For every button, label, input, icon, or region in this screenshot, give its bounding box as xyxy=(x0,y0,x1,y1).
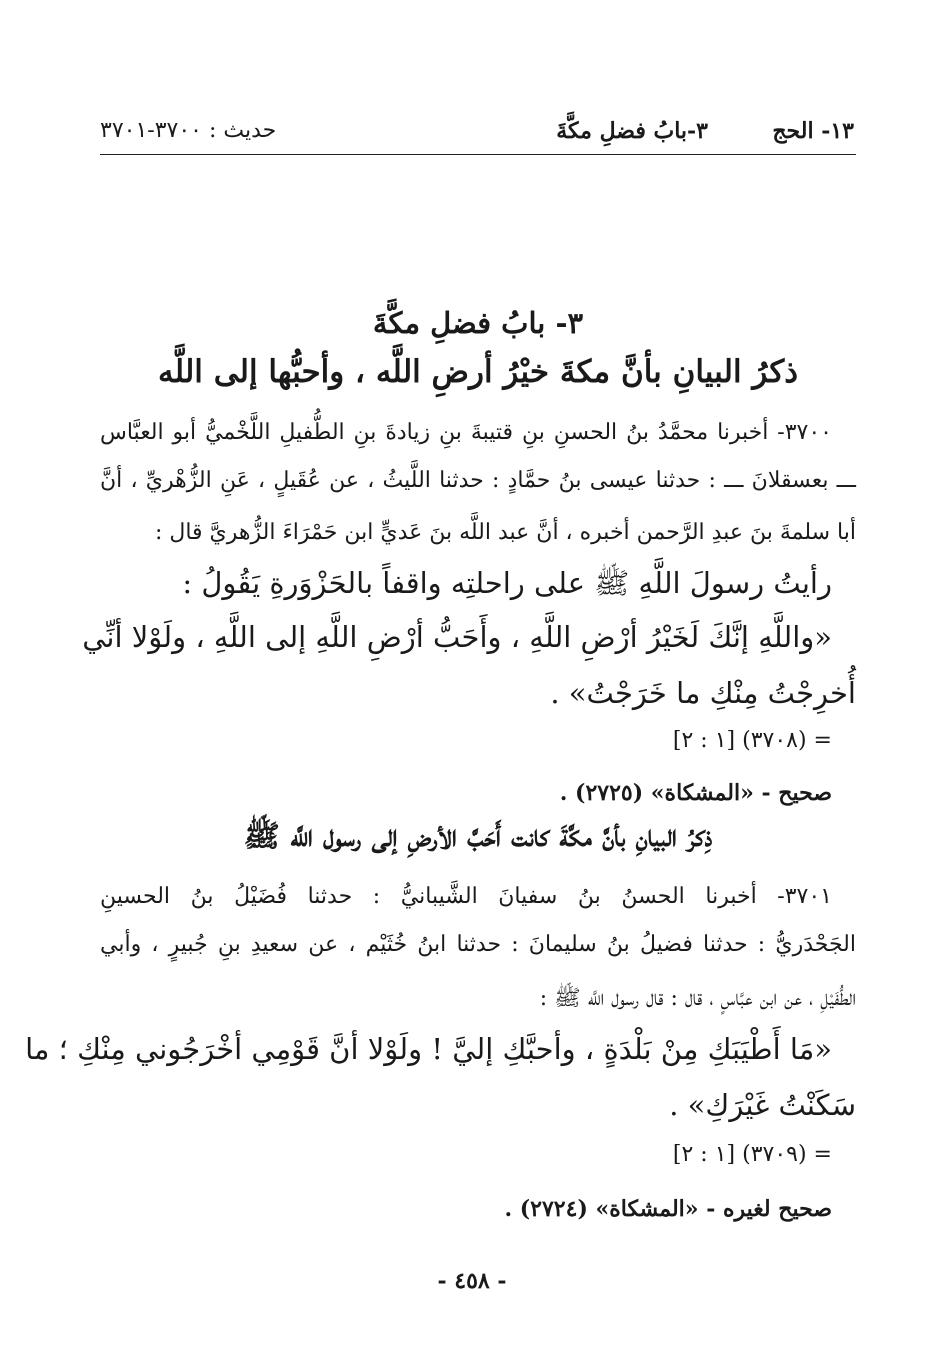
hadith-text-line: ـــ بعسقلانَ ـــ : حدثنا عيسى بنُ حمَّادٍ : حدثنا اللَّيثُ ، عن عُقَيلٍ ، عَنِ الزُّهْريِّ ، أنَّ xyxy=(100,468,856,493)
hadith-text-line: الجَحْدَريُّ : حدثنا فضيلُ بنُ سليمانَ : حدثنا ابنُ خُثَيْم ، عن سعيدِ بنِ جُبيرٍ ، وأبي xyxy=(100,932,856,957)
hadith-text-line: أبا سلمةَ بنَ عبدِ الرَّحمن أخبره ، أنَّ عبد اللَّه بنَ عَديٍّ ابن حَمْرَاءَ الزُّهريَّ قال : xyxy=(154,520,856,545)
section-heading: ذكرُ البيانِ بأنَّ مكةَ خيْرُ أرضِ اللَّه ، وأحبُّها إلى اللَّه xyxy=(157,354,799,390)
running-header-section: ٣-بابُ فضلِ مكَّةَ xyxy=(556,118,708,144)
running-header-chapter: ١٣- الحج xyxy=(772,118,854,144)
hadith-quote-line: سَكَنْتُ غَيْرَكِ» . xyxy=(669,1088,856,1122)
running-header-hadith-range: حديث : ٣٧٠٠-٣٧٠١ xyxy=(100,118,277,143)
page-number: - ٤٥٨ - xyxy=(437,1268,507,1294)
hadith-quote-line: «مَا أَطْيَبَكِ مِنْ بَلْدَةٍ ، وأحبَّكِ إليَّ ! ولَوْلا أنَّ قَوْمِي أخْرَجُوني مِنْكِ ؛ ما xyxy=(25,1032,832,1066)
chapter-title: ٣- بابُ فضلِ مكَّةَ xyxy=(372,306,584,340)
hadith-text-line: رأيتُ رسولَ اللَّهِ ﷺ على راحلتِه واقفاً بالحَزْوَرةِ يَقُولُ : xyxy=(182,566,832,600)
cross-reference: = (٣٧٠٩) [١ : ٢] xyxy=(672,1142,832,1167)
hadith-text-line: ٣٧٠٠- أخبرنا محمَّدُ بنُ الحسنِ بنِ قتيبةَ بنِ زيادةَ بنِ الطُّفيلِ اللَّخْميُّ أبو العبَّاس xyxy=(100,420,832,445)
hadith-text-line: ٣٧٠١- أخبرنا الحسنُ بنُ سفيانَ الشَّيبانيُّ : حدثنا فُضَيْلُ بنُ الحسينِ xyxy=(100,884,832,909)
hadith-quote-line: أُخرِجْتُ مِنْكِ ما خَرَجْتُ» . xyxy=(550,676,856,710)
grading-note: صحيح لغيره - «المشكاة» (٢٧٢٤) . xyxy=(504,1196,832,1222)
hadith-text-line: الطُّفَيْلِ ، عن ابن عبَّاسٍ ، قال : قال رسول اللَّه ﷺ : xyxy=(539,986,856,1011)
hadith-quote-line: «واللَّهِ إنَّكَ لَخَيْرُ أرْضِ اللَّهِ ، وأَحَبُّ أرْضِ اللَّهِ إلى اللَّهِ ، ولَوْلا أنِّي xyxy=(82,620,832,654)
section-heading: ذِكرُ البيانِ بأنَّ مكَّةَ كانت أَحَبَّ الأرضِ إلى رسول اللَّه ﷺ xyxy=(243,819,713,854)
grading-note: صحيح - «المشكاة» (٢٧٢٥) . xyxy=(559,780,832,806)
header-divider xyxy=(100,154,856,155)
cross-reference: = (٣٧٠٨) [١ : ٢] xyxy=(672,728,832,753)
